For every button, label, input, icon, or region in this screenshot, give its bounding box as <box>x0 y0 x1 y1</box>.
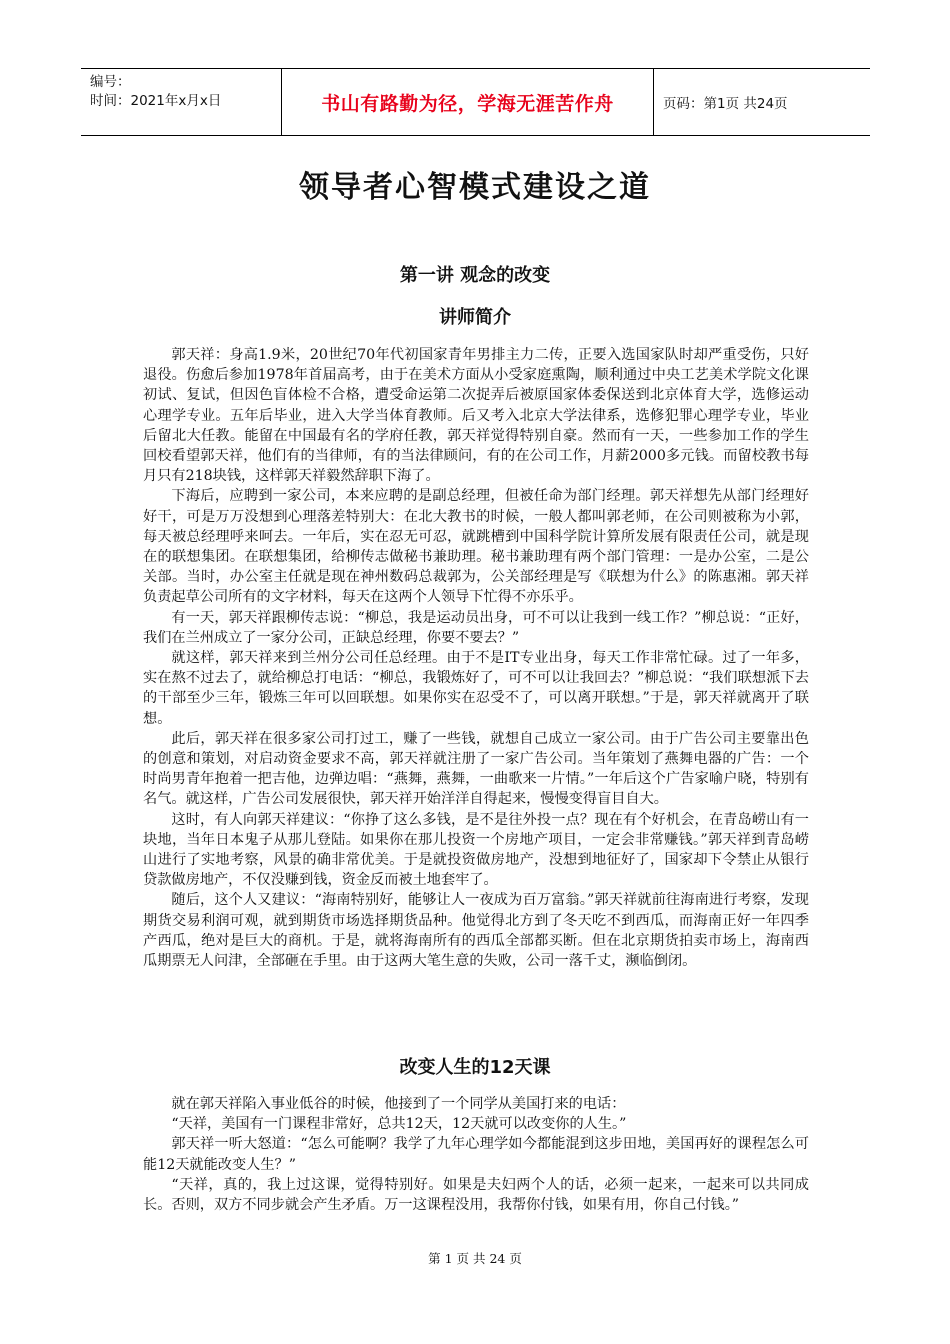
header-meta <box>81 69 282 135</box>
paragraph: 郭天祥：身高1.9米，20世纪70年代初国家青年男排主力二传，正要入选国家队时却严重受伤，只好退役。伤愈后参加1978年首届高考，由于在美术方面从小受家庭熏陶，顺利通过中央工艺美术学院文化课初试、复试，但因色盲体检不合格，遭受命运第二次捉弄后被原国家体委保送到北京体育大学，选修运动心理学专业。五年后毕业，进入大学当体育教师。后又考入北京大学法律系，选修犯罪心理学专业，毕业后留北大任教。能留在中国最有名的学府任教，郭天祥觉得特别自豪。然而有一天，一些参加工作的学生回校看望郭天祥，他们有的当律师，有的当法律顾问，有的在公司工作，月薪2000多元钱。而留校教书每月只有218块钱，这样郭天祥毅然辞职下海了。 <box>143 347 810 485</box>
header-number: 编号： <box>90 74 131 90</box>
document-title: 领导者心智模式建设之道 <box>299 170 651 205</box>
paragraph: 此后，郭天祥在很多家公司打过工，赚了一些钱，就想自己成立一家公司。由于广告公司主要靠出色的创意和策划，对启动资金要求不高，郭天祥就注册了一家广告公司。当年策划了燕舞电器的广告：一个时尚男青年抱着一把吉他，边弹边唱：“燕舞，燕舞，一曲歌来一片情。”一年后这个广告家喻户晓，特别有名气。就这样，广告公司发展很快，郭天祥开始洋洋自得起来，慢慢变得盲目自大。 <box>143 730 809 808</box>
lecture-title: 第一讲 观念的改变 <box>399 265 551 286</box>
section-body-instructor-bio <box>143 345 809 971</box>
section-heading-12-day-course: 改变人生的12天课 <box>399 1057 551 1078</box>
paragraph: 就在郭天祥陷入事业低谷的时候，他接到了一个同学从美国打来的电话： <box>171 1096 626 1112</box>
paragraph: 下海后，应聘到一家公司，本来应聘的是副总经理，但被任命为部门经理。郭天祥想先从部门经理好好干，可是万万没想到心理落差特别大：在北大教书的时候，一般人都叫郭老师，在公司则被称为小郭，每天被总经理呼来呵去。一年后，实在忍无可忍，就跳槽到中国科学院计算所发展有限责任公司，就是现在的联想集团。在联想集团，给柳传志做秘书兼助理。秘书兼助理有两个部门管理：一是办公室，二是公关部。当时，办公室主任就是现在神州数码总裁郭为，公关部经理是写《联想为什么》的陈惠湘。郭天祥负责起草公司所有的文字材料，每天在这两个人领导下忙得不亦乐乎。 <box>143 488 809 606</box>
section-heading-instructor-bio: 讲师简介 <box>439 307 511 328</box>
page-footer: 第 1 页 共 24 页 <box>428 1251 522 1266</box>
paragraph: 随后，这个人又建议：“海南特别好，能够让人一夜成为百万富翁。”郭天祥就前往海南进行考察，发现期货交易利润可观，就到期货市场选择期货品种。他觉得北方到了冬天吃不到西瓜，而海南正好一年四季产西瓜，绝对是巨大的商机。于是，就将海南所有的西瓜全部都买断。但在北京期货拍卖市场上，海南西瓜期票无人问津，全部砸在手里。由于这两大笔生意的失败，公司一落千丈，濒临倒闭。 <box>143 892 809 970</box>
paragraph: 这时，有人向郭天祥建议：“你挣了这么多钱，是不是往外投一点？现在有个好机会，在青岛崂山有一块地，当年日本鬼子从那儿登陆。如果你在那儿投资一个房地产项目，一定会非常赚钱。”郭天祥到青岛崂山进行了实地考察，风景的确非常优美。于是就投资做房地产，没想到地征好了，国家却下令禁止从银行贷款做房地产，不仅没赚到钱，资金反而被土地套牢了。 <box>143 811 809 889</box>
header-time: 时间：2021年x月x日 <box>90 93 222 109</box>
header-page-info: 页码：第1页 共24页 <box>663 96 788 112</box>
paragraph: 就这样，郭天祥来到兰州分公司任总经理。由于不是IT专业出身，每天工作非常忙碌。过了一年多，实在熬不过去了，就给柳总打电话：“柳总，我锻炼好了，可不可以让我回去？”柳总说：“我们联想派下去的干部至少三年，锻炼三年可以回联想。如果你实在忍受不了，可以离开联想。”于是，郭天祥就离开了联想。 <box>143 650 809 727</box>
section-body-12-day-course <box>143 1094 809 1215</box>
paragraph: 有一天，郭天祥跟柳传志说：“柳总，我是运动员出身，可不可以让我到一线工作？”柳总说：“正好，我们在兰州成立了一家分公司，正缺总经理，你要不要去？” <box>143 609 809 646</box>
paragraph: 郭天祥一听大怒道：“怎么可能啊？我学了九年心理学如今都能混到这步田地，美国再好的课程怎么可能12天就能改变人生？” <box>143 1136 809 1173</box>
document-header <box>81 68 870 136</box>
paragraph: “天祥，真的，我上过这课，觉得特别好。如果是夫妇两个人的话，必须一起来，一起来可以共同成长。否则，双方不同步就会产生矛盾。万一这课程没用，我帮你付钱，如果有用，你自己付钱。” <box>143 1176 809 1214</box>
header-motto: 书山有路勤为径，学海无涯苦作舟 <box>282 69 654 135</box>
paragraph: “天祥，美国有一门课程非常好，总共12天，12天就可以改变你的人生。” <box>171 1116 627 1133</box>
